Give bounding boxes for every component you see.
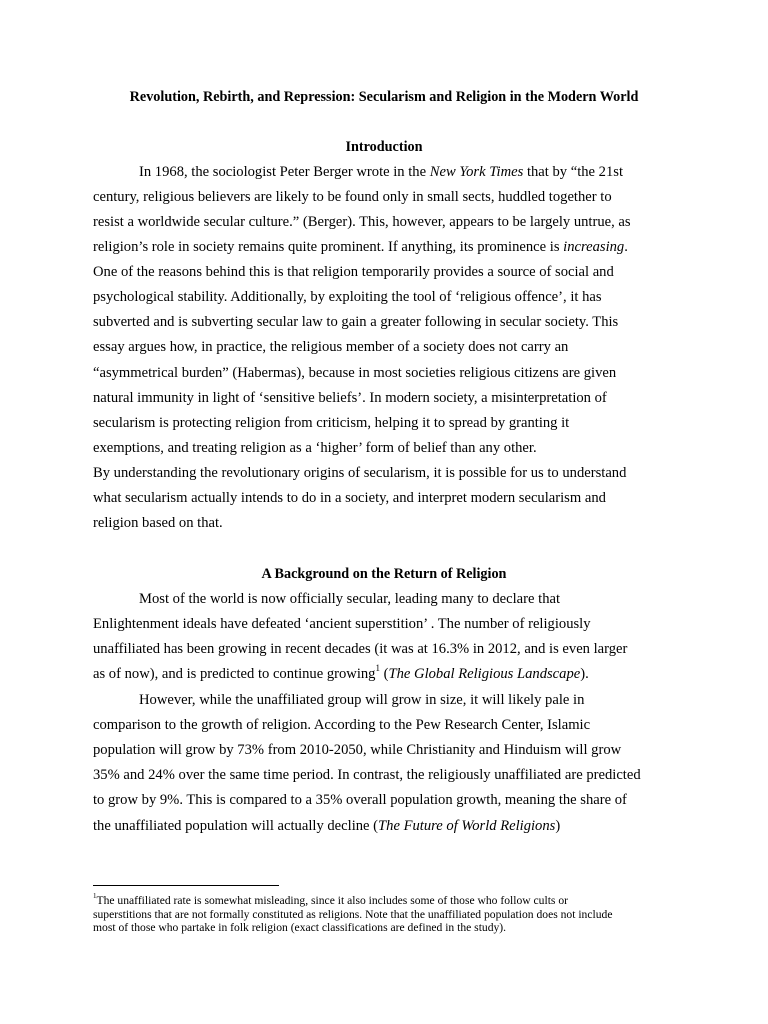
footnote-line: $^1$The unaffiliated rate is somewhat misleading, since it also includes some of those who follow cults or bbox=[93, 892, 568, 907]
section-heading-background: A Background on the Return of Religion bbox=[261, 566, 507, 582]
paragraph-line: century, religious believers are likely to be found only in small sects, huddled together to bbox=[93, 189, 612, 205]
paragraph-line: resist a worldwide secular culture.” (Berger). This, however, appears to be largely untrue, as bbox=[93, 214, 631, 230]
paragraph-line: essay argues how, in practice, the religious member of a society does not carry an bbox=[93, 339, 569, 355]
section-heading-introduction: Introduction bbox=[345, 139, 423, 155]
paragraph-line: subverted and is subverting secular law to gain a greater following in secular society. This bbox=[93, 314, 619, 330]
paragraph-line: 35% and 24% over the same time period. In contrast, the religiously unaffiliated are predicted bbox=[93, 767, 641, 783]
paragraph-line: the unaffiliated population will actually decline (The Future of World Religions) bbox=[93, 818, 561, 834]
paragraph-line: to grow by 9%. This is compared to a 35% overall population growth, meaning the share of bbox=[93, 792, 627, 808]
footnote-marker: 1 bbox=[93, 892, 97, 901]
paragraph-line: population will grow by 73% from 2010-2050, while Christianity and Hinduism will grow bbox=[93, 742, 622, 758]
paragraph-line: unaffiliated has been growing in recent decades (it was at 16.3% in 2012, and is even larger bbox=[93, 641, 628, 657]
paragraph-line: secularism is protecting religion from criticism, helping it to spread by granting it bbox=[93, 415, 570, 431]
paragraph-line: Most of the world is now officially secular, leading many to declare that bbox=[139, 591, 561, 607]
paragraph-line: religion based on that. bbox=[93, 515, 223, 531]
paragraph-line: psychological stability. Additionally, by exploiting the tool of ‘religious offence’, it has bbox=[93, 289, 602, 305]
paragraph-line: exemptions, and treating religion as a ‘higher’ form of belief than any other. bbox=[93, 440, 537, 456]
paragraph-line: Enlightenment ideals have defeated ‘ancient superstition’ . The number of religiously bbox=[93, 616, 591, 632]
paragraph-line: comparison to the growth of religion. According to the Pew Research Center, Islamic bbox=[93, 717, 591, 733]
paragraph-line: what secularism actually intends to do in a society, and interpret modern secularism and bbox=[93, 490, 606, 506]
paragraph-line: In 1968, the sociologist Peter Berger wrote in the New York Times that by “the 21st bbox=[139, 164, 624, 180]
paragraph-line: By understanding the revolutionary origins of secularism, it is possible for us to understand bbox=[93, 465, 627, 481]
footnote-line: superstitions that are not formally constituted as religions. Note that the unaffiliated population does not include bbox=[93, 908, 613, 921]
paragraph-line: However, while the unaffiliated group will grow in size, it will likely pale in bbox=[139, 692, 585, 708]
paragraph-line: “asymmetrical burden” (Habermas), because in most societies religious citizens are given bbox=[93, 365, 617, 381]
paragraph-line: as of now), and is predicted to continue growing$^1$ (The Global Religious Landscape). bbox=[93, 663, 589, 682]
paragraph-line: One of the reasons behind this is that religion temporarily provides a source of social and bbox=[93, 264, 614, 280]
document-title: Revolution, Rebirth, and Repression: Secularism and Religion in the Modern World bbox=[129, 89, 639, 105]
paragraph-line: natural immunity in light of ‘sensitive beliefs’. In modern society, a misinterpretation of bbox=[93, 390, 607, 406]
footnote-divider bbox=[93, 885, 279, 886]
footnote-line: most of those who partake in folk religion (exact classifications are defined in the study). bbox=[93, 921, 507, 934]
footnote-reference: 1 bbox=[375, 663, 380, 674]
paragraph-line: religion’s role in society remains quite prominent. If anything, its prominence is increasing. bbox=[93, 239, 628, 255]
